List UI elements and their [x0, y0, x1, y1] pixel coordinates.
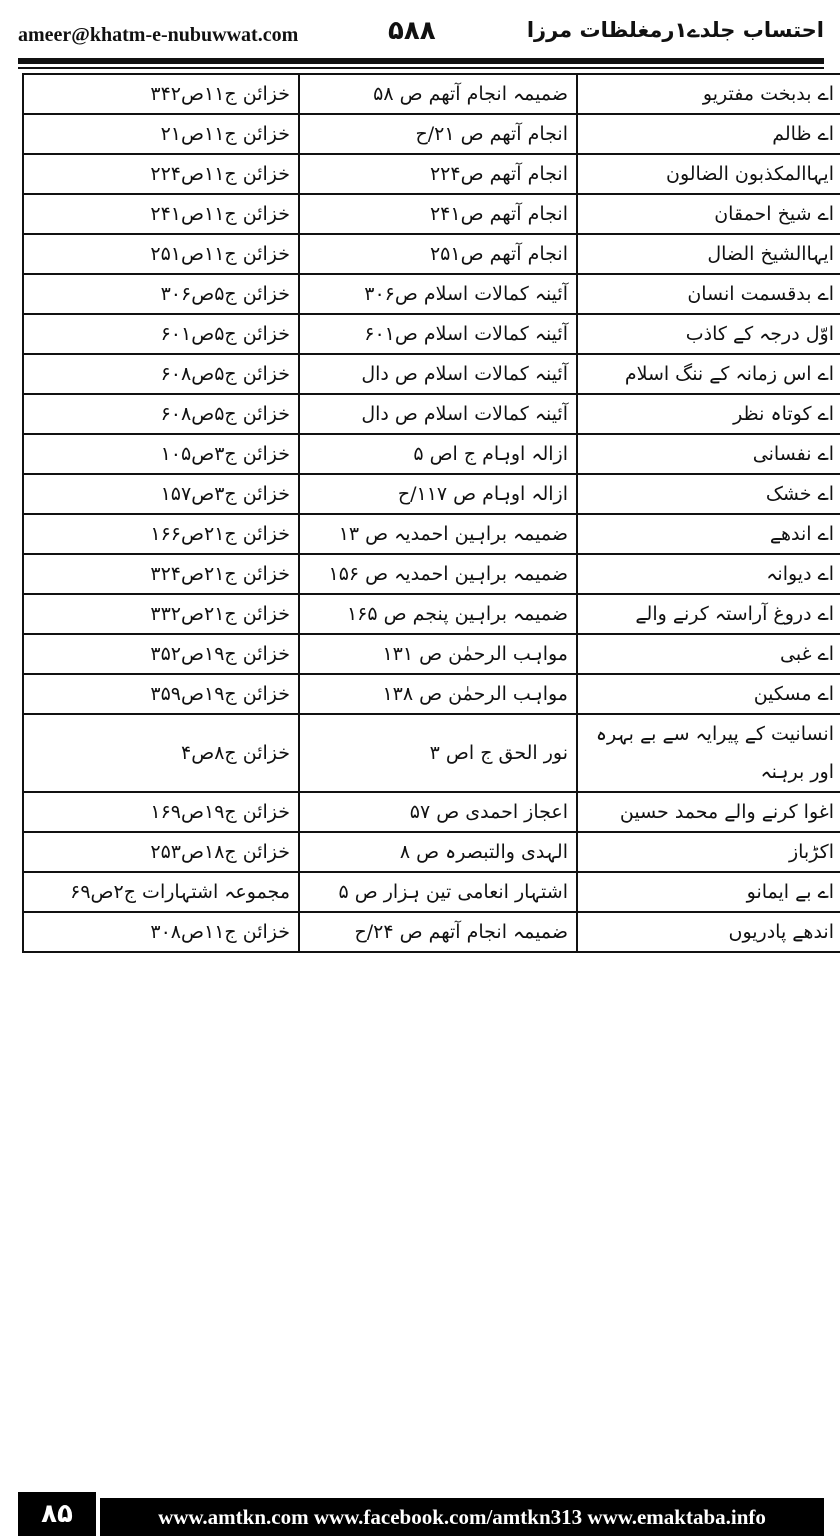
- table-row: [23, 554, 840, 594]
- table-row: [23, 872, 840, 912]
- phrase-cell: اے شیخ احمقان: [577, 194, 840, 234]
- khazain-cell: خزائن ج۲۱ص۳۲۴: [23, 554, 299, 594]
- source-cell: آئینہ کمالات اسلام ص۶۰۱: [299, 314, 577, 354]
- table-row: [23, 674, 840, 714]
- source-cell: آئینہ کمالات اسلام ص۳۰۶: [299, 274, 577, 314]
- page-header: [18, 10, 824, 50]
- source-cell: انجام آتھم ص۲۵۱: [299, 234, 577, 274]
- khazain-cell: خزائن ج۳ص۱۵۷: [23, 474, 299, 514]
- header-title: احتساب جلدے۱رمغلظات مرزا: [526, 18, 824, 42]
- phrase-cell: اے بے ایمانو: [577, 872, 840, 912]
- source-cell: مواہب الرحمٰن ص ۱۳۱: [299, 634, 577, 674]
- source-cell: ضمیمہ انجام آتھم ص ۵۸: [299, 74, 577, 114]
- phrase-cell: اے اس زمانہ کے ننگ اسلام: [577, 354, 840, 394]
- khazain-cell: خزائن ج۵ص۳۰۶: [23, 274, 299, 314]
- page-footer: [18, 1492, 824, 1536]
- source-cell: مواہب الرحمٰن ص ۱۳۸: [299, 674, 577, 714]
- source-cell: اشتہار انعامی تین ہزار ص ۵: [299, 872, 577, 912]
- khazain-cell: خزائن ج۱۹ص۱۶۹: [23, 792, 299, 832]
- phrase-cell: اے خشک: [577, 474, 840, 514]
- table-row: [23, 74, 840, 114]
- footer-links: www.amtkn.com www.facebook.com/amtkn313 www.emaktaba.info: [100, 1498, 824, 1536]
- table-row: [23, 234, 840, 274]
- source-cell: آئینہ کمالات اسلام ص دال: [299, 354, 577, 394]
- source-cell: ضمیمہ براہین احمدیہ ص ۱۵۶: [299, 554, 577, 594]
- source-cell: ضمیمہ براہین پنجم ص ۱۶۵: [299, 594, 577, 634]
- phrase-cell: اے غبی: [577, 634, 840, 674]
- khazain-cell: خزائن ج۲۱ص۱۶۶: [23, 514, 299, 554]
- source-cell: ازالہ اوہام ج اص ۵: [299, 434, 577, 474]
- table-row: [23, 714, 840, 792]
- khazain-cell: خزائن ج۱۱ص۲۱: [23, 114, 299, 154]
- phrase-cell: اے دیوانہ: [577, 554, 840, 594]
- table-row: [23, 394, 840, 434]
- khazain-cell: خزائن ج۱۸ص۲۵۳: [23, 832, 299, 872]
- khazain-cell: خزائن ج۱۱ص۳۴۲: [23, 74, 299, 114]
- table-row: [23, 274, 840, 314]
- table-row: [23, 634, 840, 674]
- source-cell: نور الحق ج اص ۳: [299, 714, 577, 792]
- table-row: [23, 474, 840, 514]
- phrase-cell: اے کوتاہ نظر: [577, 394, 840, 434]
- phrase-cell: اے بدقسمت انسان: [577, 274, 840, 314]
- phrase-cell: اے بدبخت مفتریو: [577, 74, 840, 114]
- source-cell: انجام آتھم ص۲۲۴: [299, 154, 577, 194]
- phrase-cell: اے اندھے: [577, 514, 840, 554]
- table-row: [23, 514, 840, 554]
- phrase-cell: اکڑباز: [577, 832, 840, 872]
- table-row: [23, 832, 840, 872]
- table-row: [23, 154, 840, 194]
- phrase-cell: انسانیت کے پیرایہ سے بے بہرہ اور برہنہ: [577, 714, 840, 792]
- header-rule-thin: [18, 67, 824, 69]
- table-row: [23, 594, 840, 634]
- khazain-cell: مجموعہ اشتہارات ج۲ص۶۹: [23, 872, 299, 912]
- phrase-cell: اے ظالم: [577, 114, 840, 154]
- table-row: [23, 114, 840, 154]
- header-rule-thick: [18, 58, 824, 64]
- khazain-cell: خزائن ج۱۱ص۲۴۱: [23, 194, 299, 234]
- khazain-cell: خزائن ج۲۱ص۳۳۲: [23, 594, 299, 634]
- source-cell: انجام آتھم ص ۲۱/ح: [299, 114, 577, 154]
- table-row: [23, 354, 840, 394]
- header-page-number: ۵۸۸: [388, 16, 436, 46]
- source-cell: انجام آتھم ص۲۴۱: [299, 194, 577, 234]
- khazain-cell: خزائن ج۱۱ص۲۲۴: [23, 154, 299, 194]
- table-row: [23, 912, 840, 952]
- khazain-cell: خزائن ج۵ص۶۰۸: [23, 394, 299, 434]
- source-cell: ضمیمہ انجام آتھم ص ۲۴/ح: [299, 912, 577, 952]
- reference-table-body: [23, 74, 840, 952]
- phrase-cell: اے دروغ آراستہ کرنے والے: [577, 594, 840, 634]
- table-row: [23, 434, 840, 474]
- khazain-cell: خزائن ج۳ص۱۰۵: [23, 434, 299, 474]
- khazain-cell: خزائن ج۵ص۶۰۱: [23, 314, 299, 354]
- phrase-cell: ایہاالمکذبون الضالون: [577, 154, 840, 194]
- phrase-cell: اندھے پادریوں: [577, 912, 840, 952]
- khazain-cell: خزائن ج۱۱ص۲۵۱: [23, 234, 299, 274]
- phrase-cell: ایہاالشیخ الضال: [577, 234, 840, 274]
- source-cell: الہدی والتبصرہ ص ۸: [299, 832, 577, 872]
- khazain-cell: خزائن ج۱۹ص۳۵۹: [23, 674, 299, 714]
- phrase-cell: اے مسکین: [577, 674, 840, 714]
- table-row: [23, 792, 840, 832]
- source-cell: ازالہ اوہام ص ۱۱۷/ح: [299, 474, 577, 514]
- khazain-cell: خزائن ج۵ص۶۰۸: [23, 354, 299, 394]
- khazain-cell: خزائن ج۸ص۴: [23, 714, 299, 792]
- reference-table: [22, 73, 840, 953]
- footer-page-number: ۸۵: [18, 1492, 96, 1536]
- khazain-cell: خزائن ج۱۹ص۳۵۲: [23, 634, 299, 674]
- source-cell: ضمیمہ براہین احمدیہ ص ۱۳: [299, 514, 577, 554]
- phrase-cell: اے نفسانی: [577, 434, 840, 474]
- header-email: ameer@khatm-e-nubuwwat.com: [18, 24, 299, 46]
- table-row: [23, 314, 840, 354]
- table-row: [23, 194, 840, 234]
- khazain-cell: خزائن ج۱۱ص۳۰۸: [23, 912, 299, 952]
- phrase-cell: اغوا کرنے والے محمد حسین: [577, 792, 840, 832]
- phrase-cell: اوّل درجہ کے کاذب: [577, 314, 840, 354]
- source-cell: آئینہ کمالات اسلام ص دال: [299, 394, 577, 434]
- source-cell: اعجاز احمدی ص ۵۷: [299, 792, 577, 832]
